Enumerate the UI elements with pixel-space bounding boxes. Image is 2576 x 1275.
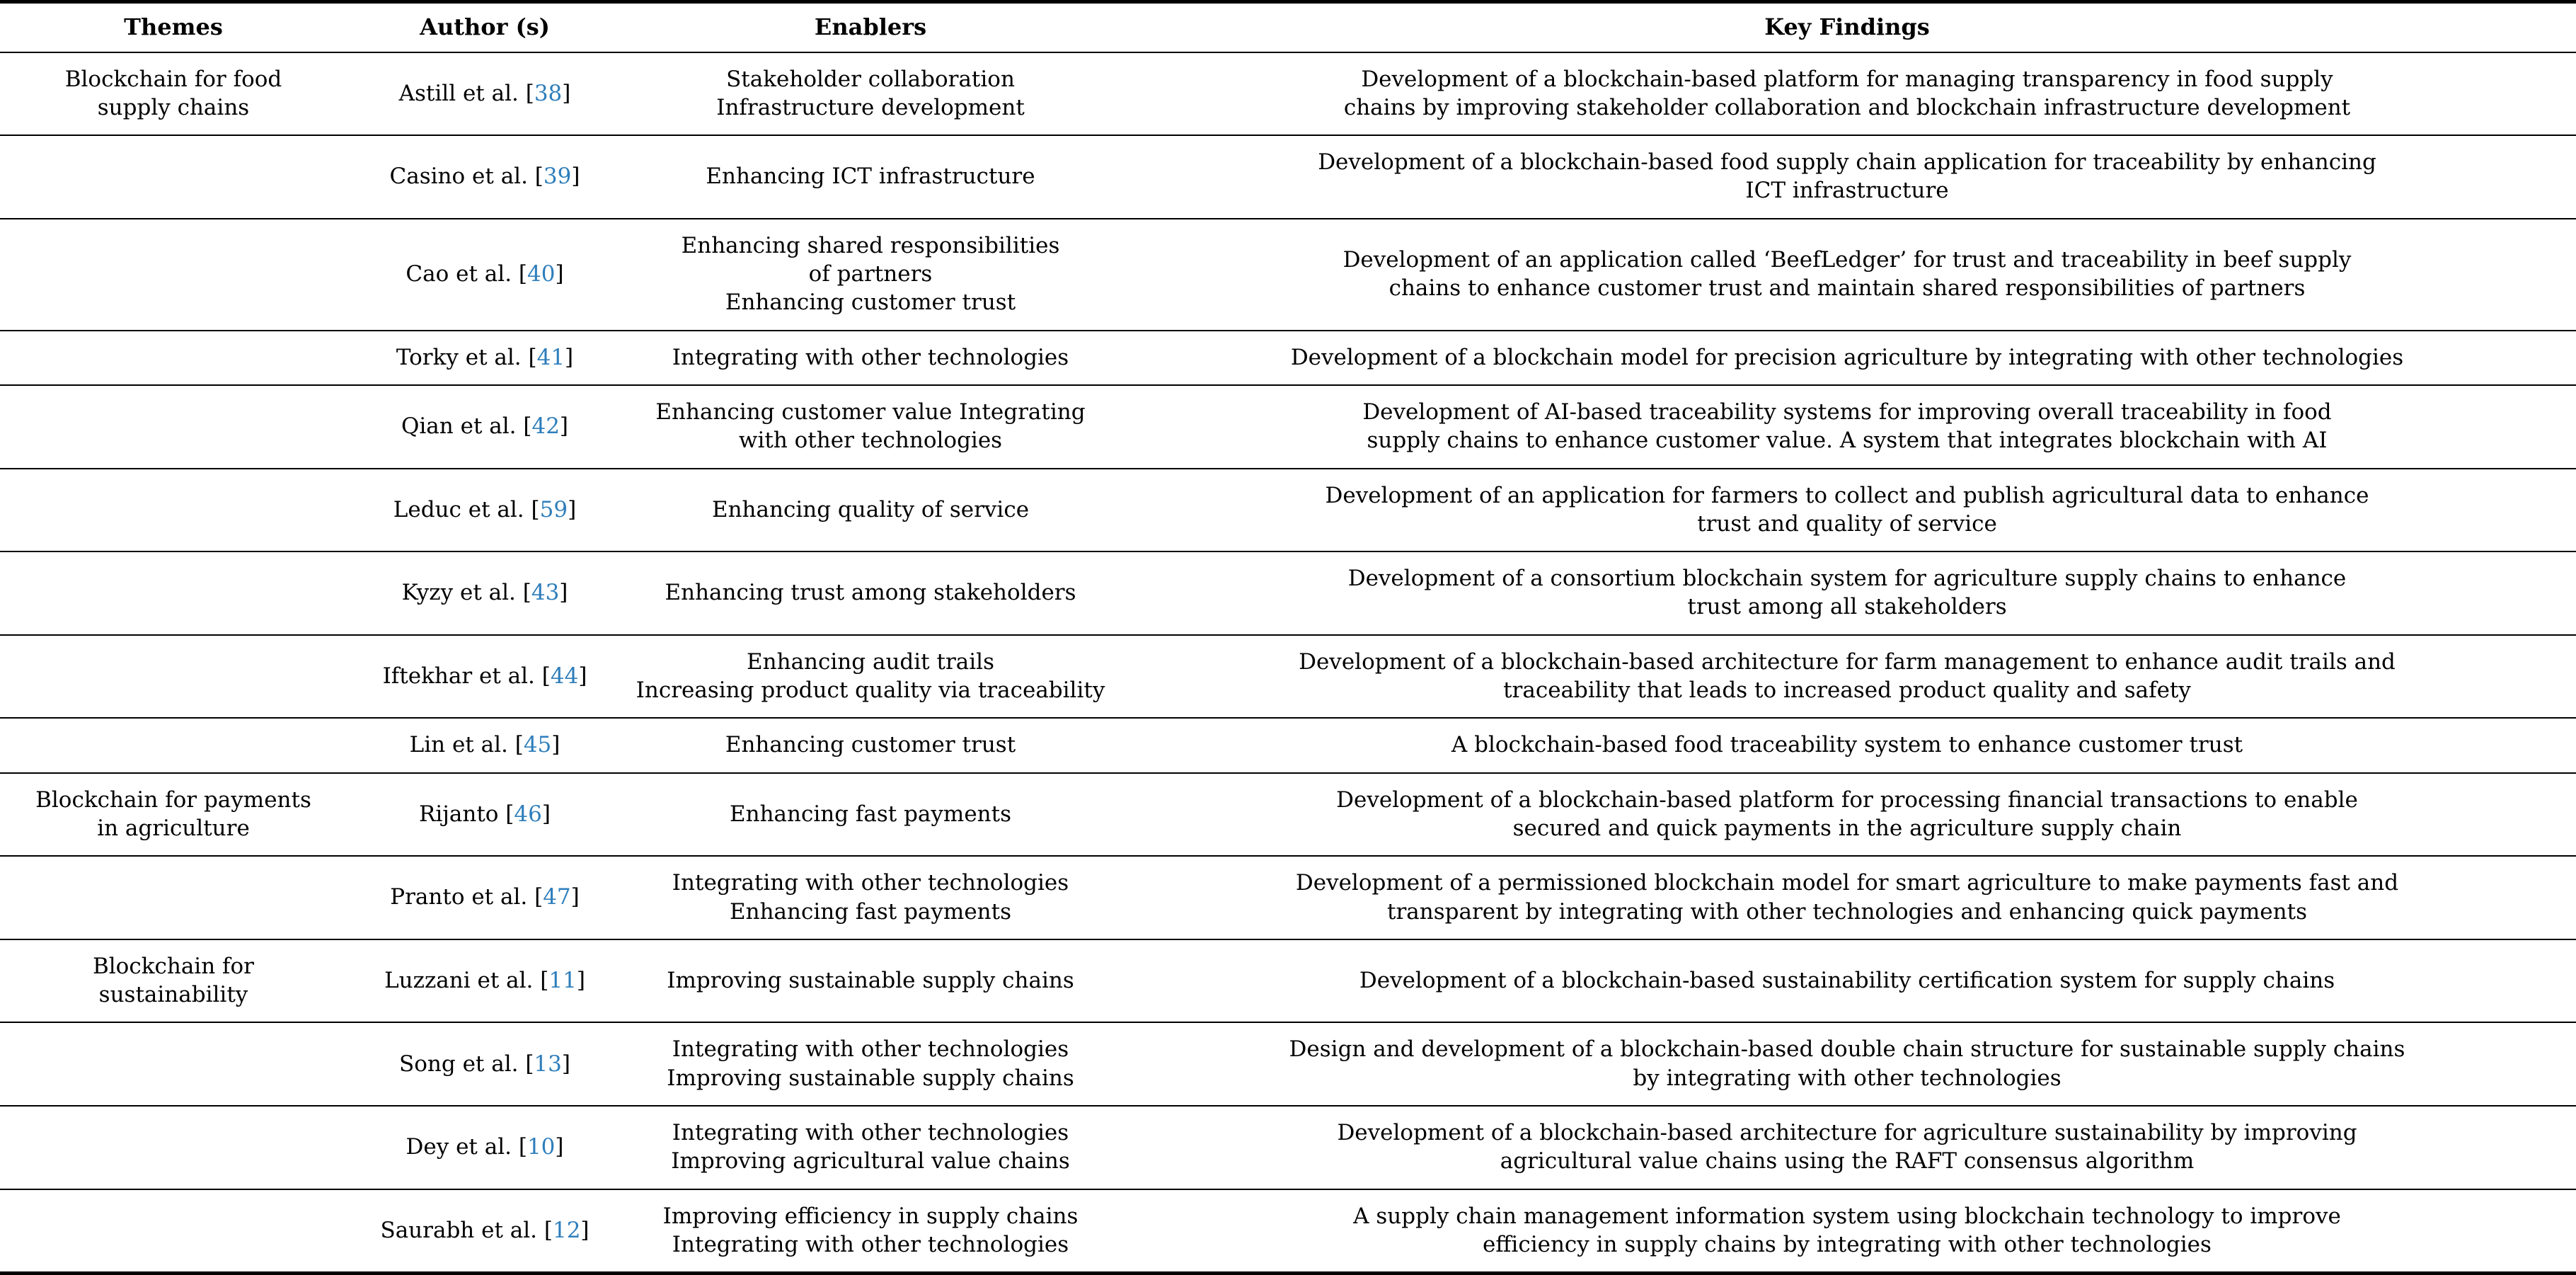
cell-author [347, 385, 623, 469]
reference-link[interactable]: 40 [527, 261, 556, 287]
text-line: Design and development of a blockchain-based double chain structure for sustainable supply chains [1289, 1036, 2405, 1063]
text-line: Development of an application called ‘BeefLedger’ for trust and traceability in beef supply [1342, 246, 2352, 273]
text-line: Development of a blockchain model for precision agriculture by integrating with other technologies [1290, 344, 2404, 370]
reference-link[interactable]: 43 [531, 580, 560, 606]
cell-author [347, 718, 623, 772]
reference-link[interactable]: 45 [523, 732, 552, 758]
author-name: Dey et al. [ [406, 1134, 527, 1160]
author-name: Saurabh et al. [ [380, 1217, 553, 1243]
table-row [0, 469, 2576, 552]
text-line: Increasing product quality via traceability [636, 677, 1105, 704]
text-line: trust among all stakeholders [1687, 594, 2007, 620]
cell-key-findings [1118, 1106, 2576, 1189]
text-line: Integrating with other technologies [672, 1036, 1069, 1063]
cell-enablers [623, 219, 1118, 331]
table-row [0, 331, 2576, 385]
author-name: Cao et al. [ [406, 261, 527, 287]
cell-key-findings [1118, 718, 2576, 772]
reference-link[interactable]: 38 [534, 80, 563, 106]
cell-theme [0, 385, 347, 469]
text-line: ICT infrastructure [1745, 178, 1949, 204]
author-name: Pranto et al. [ [390, 884, 544, 910]
cell-key-findings [1118, 773, 2576, 857]
text-line: Enhancing ICT infrastructure [706, 164, 1035, 190]
column-header-enablers: Enablers [623, 2, 1118, 52]
cell-enablers [623, 385, 1118, 469]
reference-bracket-close: ] [541, 801, 551, 827]
cell-key-findings [1118, 1189, 2576, 1274]
cell-theme [0, 469, 347, 552]
cell-key-findings [1118, 135, 2576, 219]
table-header [0, 2, 2576, 52]
text-line: Development of a consortium blockchain system for agriculture supply chains to enhance [1347, 566, 2347, 592]
cell-author [347, 469, 623, 552]
table-row [0, 773, 2576, 857]
author-name: Astill et al. [ [398, 80, 534, 106]
cell-theme [0, 1189, 347, 1274]
text-line: Enhancing audit trails [747, 648, 994, 675]
table-row [0, 1106, 2576, 1189]
table-row [0, 385, 2576, 469]
reference-bracket-close: ] [551, 732, 560, 758]
cell-author [347, 135, 623, 219]
cell-author [347, 635, 623, 719]
text-line: Infrastructure development [716, 94, 1025, 120]
reference-link[interactable]: 59 [539, 496, 568, 522]
text-line: Enhancing customer trust [725, 290, 1016, 316]
cell-key-findings [1118, 939, 2576, 1023]
cell-author [347, 219, 623, 331]
author-name: Iftekhar et al. [ [382, 663, 551, 689]
text-line: sustainability [98, 982, 248, 1008]
table-row [0, 635, 2576, 719]
reference-bracket-close: ] [571, 164, 580, 190]
reference-bracket-close: ] [559, 413, 569, 440]
author-name: Casino et al. [ [389, 164, 544, 190]
cell-key-findings [1118, 385, 2576, 469]
reference-link[interactable]: 42 [531, 413, 560, 440]
cell-enablers [623, 1022, 1118, 1106]
cell-key-findings [1118, 52, 2576, 136]
cell-key-findings [1118, 551, 2576, 635]
text-line: Development of an application for farmers to collect and publish agricultural data to enhance [1325, 482, 2369, 508]
cell-enablers [623, 635, 1118, 719]
text-line: by integrating with other technologies [1633, 1065, 2062, 1091]
cell-enablers [623, 773, 1118, 857]
text-line: Development of a permissioned blockchain model for smart agriculture to make payments fast and [1295, 870, 2399, 896]
cell-theme [0, 718, 347, 772]
table-row [0, 551, 2576, 635]
text-line: Integrating with other technologies [672, 344, 1069, 370]
reference-bracket-close: ] [568, 496, 577, 522]
table-header-row [0, 2, 2576, 52]
table-row [0, 1022, 2576, 1106]
text-line: agricultural value chains using the RAFT consensus algorithm [1500, 1148, 2195, 1174]
text-line: chains by improving stakeholder collaboration and blockchain infrastructure development [1343, 94, 2351, 120]
author-name: Song et al. [ [399, 1051, 534, 1077]
table-row [0, 1189, 2576, 1274]
reference-link[interactable]: 13 [534, 1051, 562, 1077]
author-name: Qian et al. [ [401, 413, 532, 440]
author-name: Leduc et al. [ [393, 496, 540, 522]
reference-bracket-close: ] [570, 884, 580, 910]
text-line: Enhancing customer trust [725, 732, 1016, 758]
text-line: Improving sustainable supply chains [667, 967, 1074, 993]
cell-enablers [623, 52, 1118, 136]
text-line: Blockchain for food [64, 66, 282, 92]
text-line: trust and quality of service [1697, 510, 1997, 537]
text-line: traceability that leads to increased product quality and safety [1503, 677, 2191, 704]
reference-link[interactable]: 44 [550, 663, 579, 689]
text-line: supply chains [97, 94, 250, 120]
cell-enablers [623, 718, 1118, 772]
reference-link[interactable]: 39 [543, 164, 572, 190]
text-line: Development of a blockchain-based platform for managing transparency in food supply [1361, 66, 2333, 92]
reference-bracket-close: ] [562, 80, 571, 106]
cell-enablers [623, 135, 1118, 219]
cell-key-findings [1118, 219, 2576, 331]
text-line: transparent by integrating with other technologies and enhancing quick payments [1387, 898, 2307, 925]
cell-key-findings [1118, 856, 2576, 939]
cell-author [347, 1022, 623, 1106]
text-line: Blockchain for payments [35, 787, 311, 813]
text-line: Enhancing customer value Integrating [655, 399, 1086, 425]
cell-enablers [623, 856, 1118, 939]
text-line: secured and quick payments in the agriculture supply chain [1512, 815, 2182, 841]
table-row [0, 939, 2576, 1023]
text-line: Improving efficiency in supply chains [662, 1203, 1079, 1229]
cell-theme [0, 856, 347, 939]
text-line: A supply chain management information system using blockchain technology to improve [1353, 1203, 2341, 1229]
cell-theme [0, 1106, 347, 1189]
text-line: A blockchain-based food traceability system to enhance customer trust [1451, 732, 2243, 758]
text-line: efficiency in supply chains by integrating with other technologies [1483, 1231, 2212, 1257]
cell-key-findings [1118, 635, 2576, 719]
cell-author [347, 551, 623, 635]
text-line: Development of a blockchain-based food supply chain application for traceability by enhancing [1318, 149, 2376, 176]
text-line: Development of a blockchain-based architecture for farm management to enhance audit trails and [1299, 648, 2396, 675]
column-header-themes: Themes [0, 2, 347, 52]
cell-author [347, 1106, 623, 1189]
text-line: Improving agricultural value chains [671, 1148, 1070, 1174]
cell-theme [0, 773, 347, 857]
text-line: Enhancing fast payments [729, 801, 1012, 827]
text-line: in agriculture [97, 815, 250, 841]
cell-theme [0, 52, 347, 136]
text-line: Enhancing quality of service [711, 496, 1030, 522]
author-name: Torky et al. [ [396, 344, 537, 370]
reference-bracket-close: ] [576, 967, 585, 993]
reference-link[interactable]: 47 [543, 884, 571, 910]
reference-link[interactable]: 11 [548, 967, 577, 993]
text-line: Integrating with other technologies [672, 1120, 1069, 1146]
cell-key-findings [1118, 331, 2576, 385]
cell-theme [0, 551, 347, 635]
cell-enablers [623, 1106, 1118, 1189]
text-line: Development of a blockchain-based architecture for agriculture sustainability by improving [1337, 1120, 2357, 1146]
author-name: Rijanto [ [419, 801, 514, 827]
text-line: Enhancing shared responsibilities [681, 232, 1060, 258]
cell-theme [0, 135, 347, 219]
author-name: Luzzani et al. [ [384, 967, 549, 993]
cell-enablers [623, 939, 1118, 1023]
text-line: Integrating with other technologies [672, 870, 1069, 896]
cell-author [347, 331, 623, 385]
author-name: Lin et al. [ [409, 732, 524, 758]
cell-theme [0, 939, 347, 1023]
reference-bracket-close: ] [555, 1134, 564, 1160]
text-line: Development of AI-based traceability systems for improving overall traceability in food [1362, 399, 2332, 425]
table-row [0, 718, 2576, 772]
table-row [0, 135, 2576, 219]
cell-key-findings [1118, 469, 2576, 552]
table-row [0, 52, 2576, 136]
reference-bracket-close: ] [565, 344, 574, 370]
reference-bracket-close: ] [580, 1217, 590, 1243]
text-line: Enhancing fast payments [729, 898, 1012, 925]
cell-enablers [623, 1189, 1118, 1274]
cell-author [347, 1189, 623, 1274]
reference-link[interactable]: 41 [536, 344, 565, 370]
cell-author [347, 939, 623, 1023]
text-line: Integrating with other technologies [672, 1231, 1069, 1257]
text-line: Development of a blockchain-based sustainability certification system for supply chains [1359, 967, 2335, 993]
cell-theme [0, 219, 347, 331]
text-line: chains to enhance customer trust and maintain shared responsibilities of partners [1388, 275, 2306, 302]
cell-enablers [623, 331, 1118, 385]
cell-author [347, 52, 623, 136]
column-header-authors: Author (s) [347, 2, 623, 52]
text-line: Blockchain for [92, 953, 254, 979]
cell-theme [0, 331, 347, 385]
cell-theme [0, 635, 347, 719]
text-line: Development of a blockchain-based platform for processing financial transactions to enable [1336, 787, 2358, 813]
reference-bracket-close: ] [578, 663, 587, 689]
cell-enablers [623, 469, 1118, 552]
reference-link[interactable]: 10 [527, 1134, 556, 1160]
table-row [0, 219, 2576, 331]
text-line: Enhancing trust among stakeholders [665, 580, 1076, 606]
cell-author [347, 773, 623, 857]
reference-bracket-close: ] [561, 1051, 570, 1077]
cell-key-findings [1118, 1022, 2576, 1106]
table-body [0, 52, 2576, 1274]
text-line: supply chains to enhance customer value. A system that integrates blockchain with AI [1367, 428, 2328, 454]
author-name: Kyzy et al. [ [401, 580, 531, 606]
table-row [0, 856, 2576, 939]
reference-bracket-close: ] [559, 580, 568, 606]
cell-enablers [623, 551, 1118, 635]
reference-link[interactable]: 46 [514, 801, 542, 827]
text-line: Improving sustainable supply chains [667, 1065, 1074, 1091]
text-line: with other technologies [738, 428, 1003, 454]
reference-bracket-close: ] [555, 261, 564, 287]
cell-theme [0, 1022, 347, 1106]
text-line: Stakeholder collaboration [726, 66, 1015, 92]
column-header-findings: Key Findings [1118, 2, 2576, 52]
reference-link[interactable]: 12 [552, 1217, 581, 1243]
text-line: of partners [808, 261, 933, 287]
cell-author [347, 856, 623, 939]
